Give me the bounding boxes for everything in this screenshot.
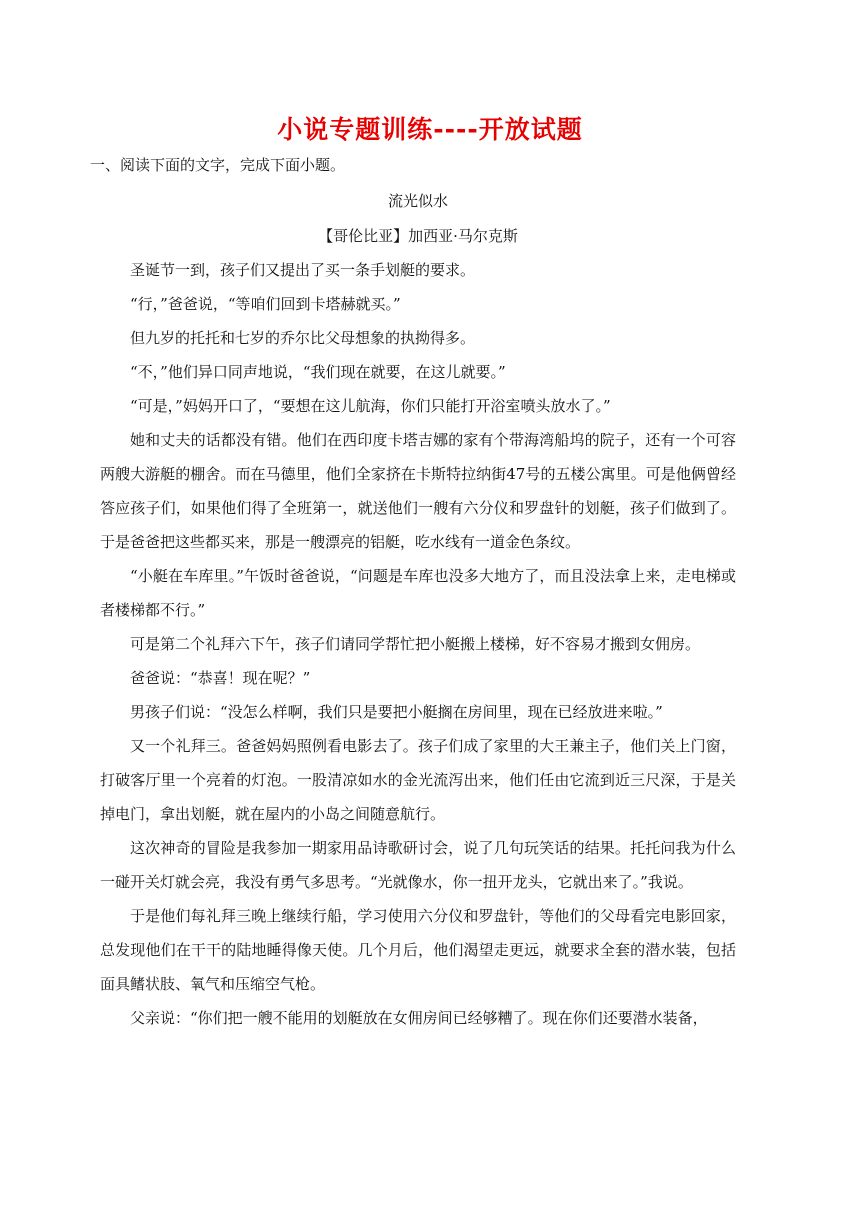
paragraph: 圣诞节一到，孩子们又提出了买一条手划艇的要求。 [130, 261, 476, 279]
paragraph: 她和丈夫的话都没有错。他们在西印度卡塔吉娜的家有个带海湾船坞的院子，还有一个可容两艘大游艇的棚舍。而在马德里，他们全家挤在卡斯特拉纳街47号的五楼公寓里。可是他俩曾经答应孩子们，如果他们得了全班第一，就送他们一艘有六分仪和罗盘针的划艇，孩子们做到了。于是爸爸把这些都买来，那是一艘漂亮的铝艇，吃水线有一道金色条纹。 [100, 431, 736, 551]
paragraph: 这次神奇的冒险是我参加一期家用品诗歌研讨会，说了几句玩笑话的结果。托托问我为什么一碰开关灯就会亮，我没有勇气多思考。“光就像水，你一扭开龙头，它就出来了。”我说。 [100, 839, 736, 891]
paragraph: 但九岁的托托和七岁的乔尔比父母想象的执拗得多。 [130, 329, 476, 347]
paragraph: 爸爸说：“恭喜！现在呢？” [130, 669, 311, 687]
paragraph: 男孩子们说：“没怎么样啊，我们只是要把小艇搁在房间里，现在已经放进来啦。” [130, 703, 663, 721]
paragraph: “不，”他们异口同声地说，“我们现在就要，在这儿就要。” [130, 363, 506, 381]
paragraph: 又一个礼拜三。爸爸妈妈照例看电影去了。孩子们成了家里的大王兼主子，他们关上门窗，打破客厅里一个亮着的灯泡。一股清凉如水的金光流泻出来，他们任由它流到近三尺深，于是关掉电门，拿出划艇，就在屋内的小岛之间随意航行。 [100, 737, 736, 823]
document-body [90, 152, 736, 1035]
paragraph: “小艇在车库里。”午饭时爸爸说，“问题是车库也没多大地方了，而且没法拿上来，走电梯或者楼梯都不行。” [100, 567, 736, 619]
paragraph: “可是，”妈妈开口了，“要想在这儿航海，你们只能打开浴室喷头放水了。” [130, 397, 611, 415]
paragraph: 父亲说：“你们把一艘不能用的划艇放在女佣房间已经够糟了。现在你们还要潜水装备， [130, 1009, 708, 1027]
document-title: 小说专题训练----开放试题 [277, 115, 583, 144]
paragraph: “行，”爸爸说，“等咱们回到卡塔赫就买。” [130, 295, 401, 313]
story-title: 流光似水 [387, 192, 448, 210]
story-author: 【哥伦比亚】加西亚·马尔克斯 [318, 227, 518, 245]
paragraph: 可是第二个礼拜六下午，孩子们请同学帮忙把小艇搬上楼梯，好不容易才搬到女佣房。 [130, 635, 701, 653]
paragraph: 于是他们每礼拜三晚上继续行船，学习使用六分仪和罗盘针，等他们的父母看完电影回家，总发现他们在干干的陆地睡得像天使。几个月后，他们渴望走更远，就要求全套的潜水装，包括面具鳍状肢、氧气和压缩空气枪。 [100, 907, 736, 993]
section-heading: 一、阅读下面的文字，完成下面小题。 [90, 156, 346, 174]
